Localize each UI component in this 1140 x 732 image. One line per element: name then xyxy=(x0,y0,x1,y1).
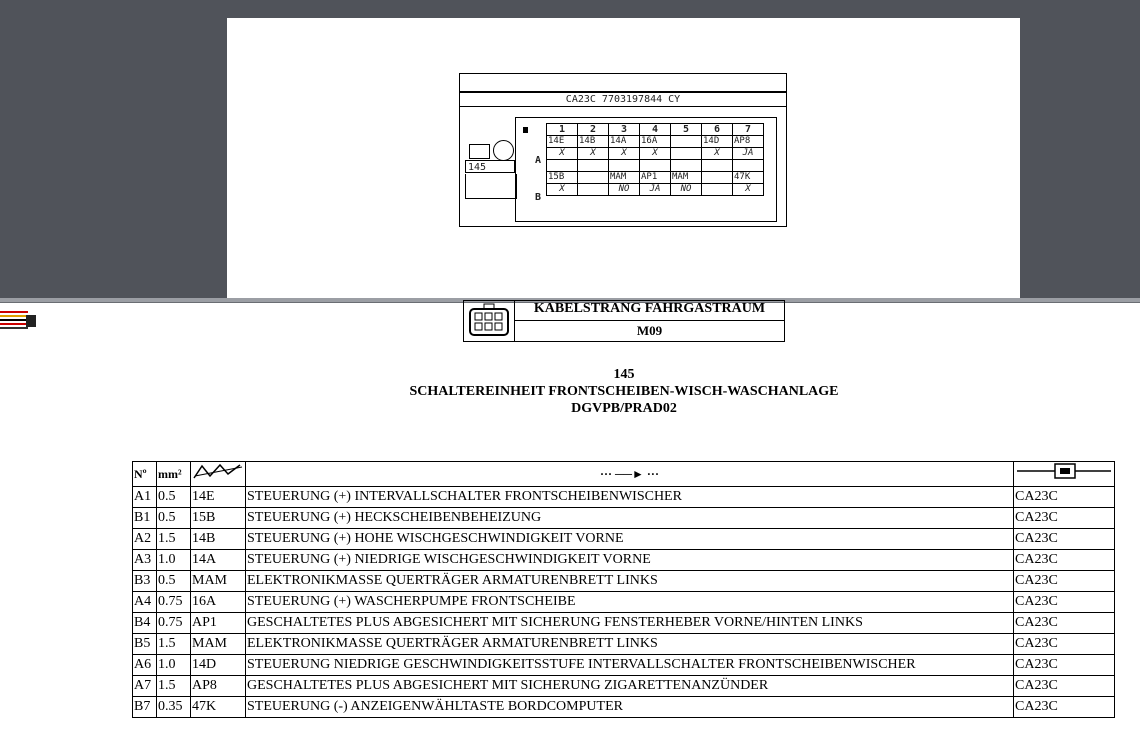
wire-code-cell: MAM xyxy=(191,571,246,592)
pin-wire: 15B xyxy=(547,172,578,184)
connector-shape-circle xyxy=(493,140,514,161)
pin-grid xyxy=(546,123,764,196)
section-cell: 1.5 xyxy=(157,676,191,697)
table-row xyxy=(133,529,1115,550)
wire-code-cell: 16A xyxy=(191,592,246,613)
wire-code-cell: 14B xyxy=(191,529,246,550)
pin-flag xyxy=(578,184,609,196)
pin-wire: 14B xyxy=(578,136,609,148)
pin-number-cell: A6 xyxy=(133,655,157,676)
wire-code-cell: 14E xyxy=(191,487,246,508)
pin-wire: AP8 xyxy=(733,136,764,148)
pin-wire: 47K xyxy=(733,172,764,184)
pin-wire xyxy=(578,172,609,184)
connector-cell: CA23C xyxy=(1014,613,1115,634)
connector-cell: CA23C xyxy=(1014,592,1115,613)
harness-name: KABELSTRANG FAHRGASTRAUM xyxy=(515,301,784,321)
pin-wire: MAM xyxy=(671,172,702,184)
document-page xyxy=(227,18,1020,299)
section-cell: 0.5 xyxy=(157,571,191,592)
pin-flag: X xyxy=(640,148,671,160)
description-cell: STEUERUNG (+) INTERVALLSCHALTER FRONTSCHEIBENWISCHER xyxy=(246,487,1014,508)
pin-wire xyxy=(702,172,733,184)
component-name: SCHALTEREINHEIT FRONTSCHEIBEN-WISCH-WASCHANLAGE xyxy=(409,384,839,399)
pin-number-cell: A3 xyxy=(133,550,157,571)
pin-number: 7 xyxy=(733,124,764,136)
pin-flag xyxy=(671,148,702,160)
pin-number-cell: A1 xyxy=(133,487,157,508)
section-cell: 0.75 xyxy=(157,592,191,613)
pin-wire: 16A xyxy=(640,136,671,148)
row-a-wires xyxy=(547,136,764,148)
pin-flag: JA xyxy=(640,184,671,196)
component-variant: DGVPB/PRAD02 xyxy=(571,401,677,416)
pin-number-cell: A4 xyxy=(133,592,157,613)
section-cell: 1.0 xyxy=(157,550,191,571)
connector-code: CA23C 7703197844 CY xyxy=(460,93,786,107)
component-label: 145 xyxy=(465,160,515,173)
pin-flag: X xyxy=(733,184,764,196)
pin-wire xyxy=(671,136,702,148)
table-row xyxy=(133,550,1115,571)
component-titles xyxy=(300,366,948,417)
connector-cell: CA23C xyxy=(1014,550,1115,571)
section-cell: 1.5 xyxy=(157,634,191,655)
section-cell: 0.5 xyxy=(157,508,191,529)
col-number: Nº xyxy=(133,462,157,487)
pin-flag: X xyxy=(702,148,733,160)
wire-code-cell: 14D xyxy=(191,655,246,676)
description-cell: STEUERUNG (+) HECKSCHEIBENBEHEIZUNG xyxy=(246,508,1014,529)
connector-shape-box xyxy=(465,174,517,199)
connector-cell: CA23C xyxy=(1014,529,1115,550)
row-a-label: A xyxy=(535,155,542,166)
col-signal: ··· ──► ··· xyxy=(600,467,659,481)
pin-number: 1 xyxy=(547,124,578,136)
row-b-flags xyxy=(547,184,764,196)
pin-flag: X xyxy=(578,148,609,160)
connector-cell: CA23C xyxy=(1014,634,1115,655)
pin-flag: X xyxy=(547,184,578,196)
wire-bundle-icon[interactable] xyxy=(0,307,38,331)
wire-code-cell: 15B xyxy=(191,508,246,529)
pin-number-cell: B4 xyxy=(133,613,157,634)
description-cell: ELEKTRONIKMASSE QUERTRÄGER ARMATURENBRETT LINKS xyxy=(246,571,1014,592)
wire-code-cell: MAM xyxy=(191,634,246,655)
description-cell: ELEKTRONIKMASSE QUERTRÄGER ARMATURENBRETT LINKS xyxy=(246,634,1014,655)
connector-cell: CA23C xyxy=(1014,508,1115,529)
pin-wire: MAM xyxy=(609,172,640,184)
connector-cell: CA23C xyxy=(1014,571,1115,592)
table-row xyxy=(133,697,1115,718)
table-row xyxy=(133,676,1115,697)
pin-flag: JA xyxy=(733,148,764,160)
pin-number-cell: A7 xyxy=(133,676,157,697)
table-row xyxy=(133,487,1115,508)
row-spacer xyxy=(547,160,764,172)
wire-code-cell: AP8 xyxy=(191,676,246,697)
diagram-header-bar xyxy=(460,74,786,93)
pin-number: 5 xyxy=(671,124,702,136)
pin-number-cell: B1 xyxy=(133,508,157,529)
table-row xyxy=(133,592,1115,613)
connector-symbol-icon xyxy=(1014,462,1115,487)
description-cell: STEUERUNG NIEDRIGE GESCHWINDIGKEITSSTUFE INTERVALLSCHALTER FRONTSCHEIBENWISCHER xyxy=(246,655,1014,676)
connector-diagram xyxy=(459,73,787,227)
pin-wire: 14E xyxy=(547,136,578,148)
table-row xyxy=(133,508,1115,529)
component-number: 145 xyxy=(613,367,635,382)
wire-icon xyxy=(191,462,246,487)
section-cell: 0.35 xyxy=(157,697,191,718)
description-cell: GESCHALTETES PLUS ABGESICHERT MIT SICHERUNG ZIGARETTENANZÜNDER xyxy=(246,676,1014,697)
pin-wire: 14A xyxy=(609,136,640,148)
pin-number: 3 xyxy=(609,124,640,136)
pin-number-cell: A2 xyxy=(133,529,157,550)
pin-flag: X xyxy=(547,148,578,160)
wire-code-cell: 14A xyxy=(191,550,246,571)
pin-flag: NO xyxy=(671,184,702,196)
table-header-row xyxy=(133,462,1115,487)
row-a-flags xyxy=(547,148,764,160)
section-cell: 1.0 xyxy=(157,655,191,676)
pin-number: 2 xyxy=(578,124,609,136)
pin-number: 4 xyxy=(640,124,671,136)
row-b-label: B xyxy=(535,192,542,203)
pin-flag xyxy=(702,184,733,196)
section-cell: 0.75 xyxy=(157,613,191,634)
connector-cell: CA23C xyxy=(1014,487,1115,508)
wire-code-cell: AP1 xyxy=(191,613,246,634)
connector-shape-square xyxy=(469,144,490,159)
signal-direction-icon xyxy=(246,462,1014,487)
pin-number: 6 xyxy=(702,124,733,136)
pin-number-cell: B5 xyxy=(133,634,157,655)
section-cell: 0.5 xyxy=(157,487,191,508)
connector-cell: CA23C xyxy=(1014,697,1115,718)
connector-icon xyxy=(464,301,515,341)
pin-one-marker xyxy=(523,127,528,133)
pin-flag: X xyxy=(609,148,640,160)
description-cell: STEUERUNG (+) WASCHERPUMPE FRONTSCHEIBE xyxy=(246,592,1014,613)
pin-flag: NO xyxy=(609,184,640,196)
table-row xyxy=(133,571,1115,592)
pin-wire: 14D xyxy=(702,136,733,148)
harness-header xyxy=(463,300,785,342)
pin-number-cell: B3 xyxy=(133,571,157,592)
col-section: mm² xyxy=(157,462,191,487)
description-cell: STEUERUNG (-) ANZEIGENWÄHLTASTE BORDCOMPUTER xyxy=(246,697,1014,718)
section-cell: 1.5 xyxy=(157,529,191,550)
connector-cell: CA23C xyxy=(1014,655,1115,676)
row-b-wires xyxy=(547,172,764,184)
description-cell: STEUERUNG (+) NIEDRIGE WISCHGESCHWINDIGKEIT VORNE xyxy=(246,550,1014,571)
pin-number-cell: B7 xyxy=(133,697,157,718)
pin-wire: AP1 xyxy=(640,172,671,184)
wire-code-cell: 47K xyxy=(191,697,246,718)
table-row xyxy=(133,613,1115,634)
harness-code: M09 xyxy=(636,323,663,338)
description-cell: GESCHALTETES PLUS ABGESICHERT MIT SICHERUNG FENSTERHEBER VORNE/HINTEN LINKS xyxy=(246,613,1014,634)
description-cell: STEUERUNG (+) HOHE WISCHGESCHWINDIGKEIT VORNE xyxy=(246,529,1014,550)
wiring-table xyxy=(132,461,1115,718)
table-row xyxy=(133,634,1115,655)
pin-number-row xyxy=(547,124,764,136)
connector-cell: CA23C xyxy=(1014,676,1115,697)
table-row xyxy=(133,655,1115,676)
